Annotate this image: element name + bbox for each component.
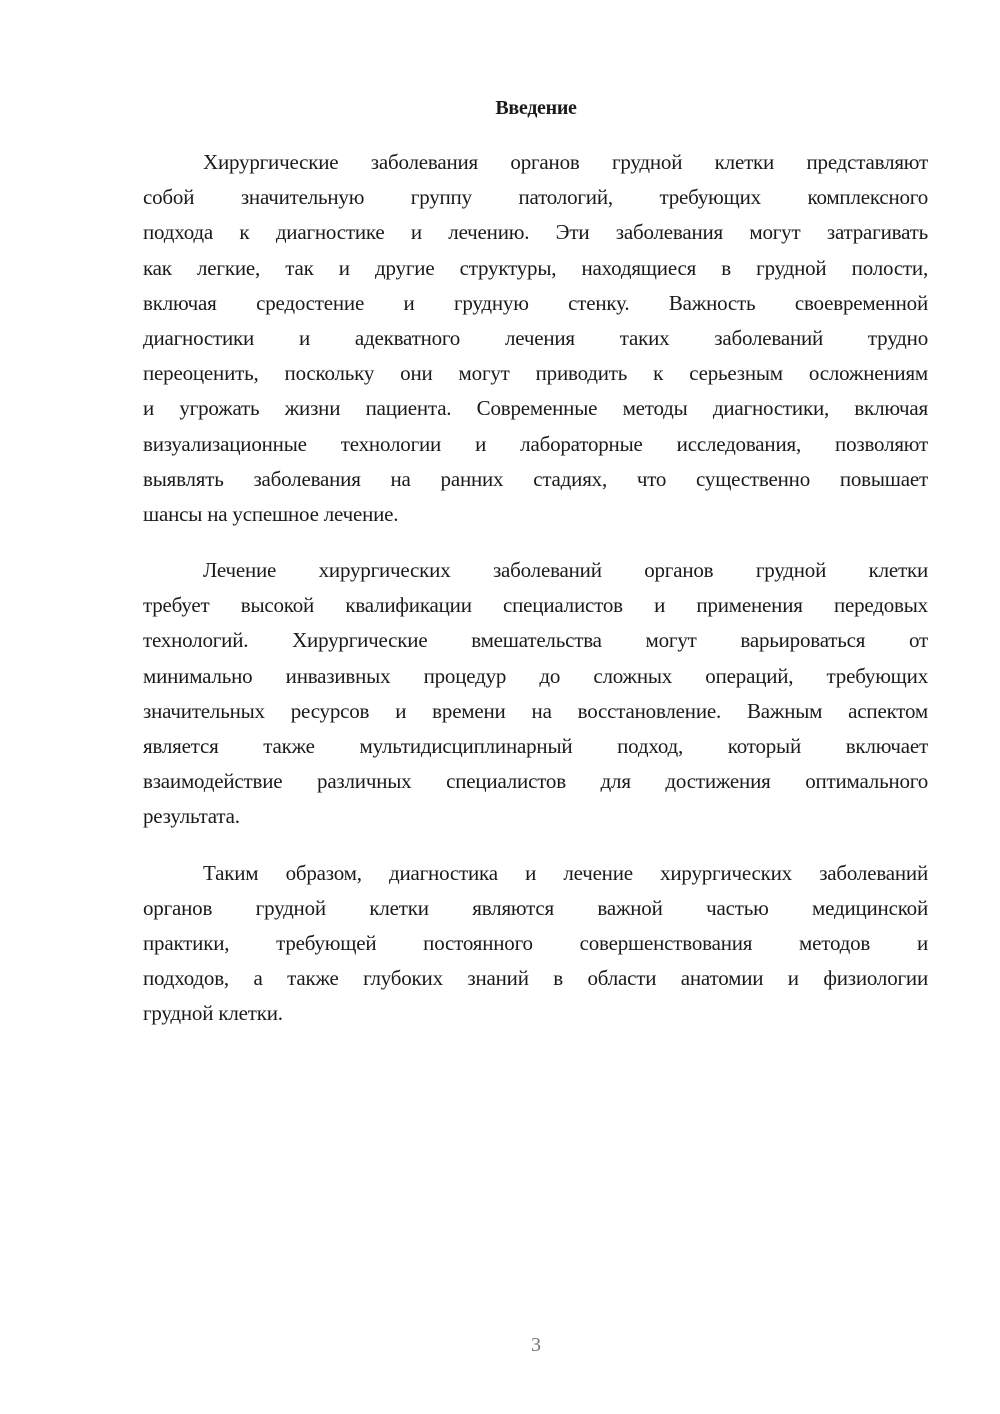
text-line: технологий. Хирургические вмешательства могут варьироваться от <box>143 628 928 653</box>
text-line: Лечение хирургических заболеваний органов грудной клетки <box>203 558 928 583</box>
text-line: шансы на успешное лечение. <box>143 501 399 526</box>
text-line: грудной клетки. <box>143 1001 283 1026</box>
text-line: визуализационные технологии и лабораторные исследования, позволяют <box>143 431 928 456</box>
text-line: значительных ресурсов и времени на восстановление. Важным аспектом <box>143 698 928 723</box>
text-line: подходов, а также глубоких знаний в области анатомии и физиологии <box>143 966 928 991</box>
text-line: Хирургические заболевания органов грудной клетки представляют <box>203 150 928 174</box>
text-line: как легкие, так и другие структуры, находящиеся в грудной полости, <box>143 255 928 280</box>
page-number: 3 <box>531 1334 541 1356</box>
text-line: собой значительную группу патологий, требующих комплексного <box>143 185 928 210</box>
text-line: является также мультидисциплинарный подход, который включает <box>143 734 928 758</box>
text-line: включая средостение и грудную стенку. Важность своевременной <box>143 290 928 315</box>
paragraph <box>143 553 928 835</box>
text-line: выявлять заболевания на ранних стадиях, что существенно повышает <box>143 466 928 491</box>
text-line: минимально инвазивных процедур до сложных операций, требующих <box>143 663 928 688</box>
paragraph <box>143 145 928 532</box>
text-line: взаимодействие различных специалистов для достижения оптимального <box>143 769 928 794</box>
text-line: органов грудной клетки являются важной частью медицинской <box>143 895 928 920</box>
text-line: Таким образом, диагностика и лечение хирургических заболеваний <box>203 860 928 885</box>
text-line: и угрожать жизни пациента. Современные методы диагностики, включая <box>143 396 928 421</box>
text-line: требует высокой квалификации специалистов и применения передовых <box>143 593 928 618</box>
document-body <box>143 145 928 1053</box>
text-line: результата. <box>143 804 240 829</box>
text-line: подхода к диагностике и лечению. Эти заболевания могут затрагивать <box>143 220 928 245</box>
text-line: практики, требующей постоянного совершенствования методов и <box>143 930 928 955</box>
text-line: переоценить, поскольку они могут приводить к серьезным осложнениям <box>143 361 928 386</box>
paragraph <box>143 856 928 1032</box>
text-line: диагностики и адекватного лечения таких заболеваний трудно <box>143 325 928 350</box>
page-title: Введение <box>495 97 577 119</box>
